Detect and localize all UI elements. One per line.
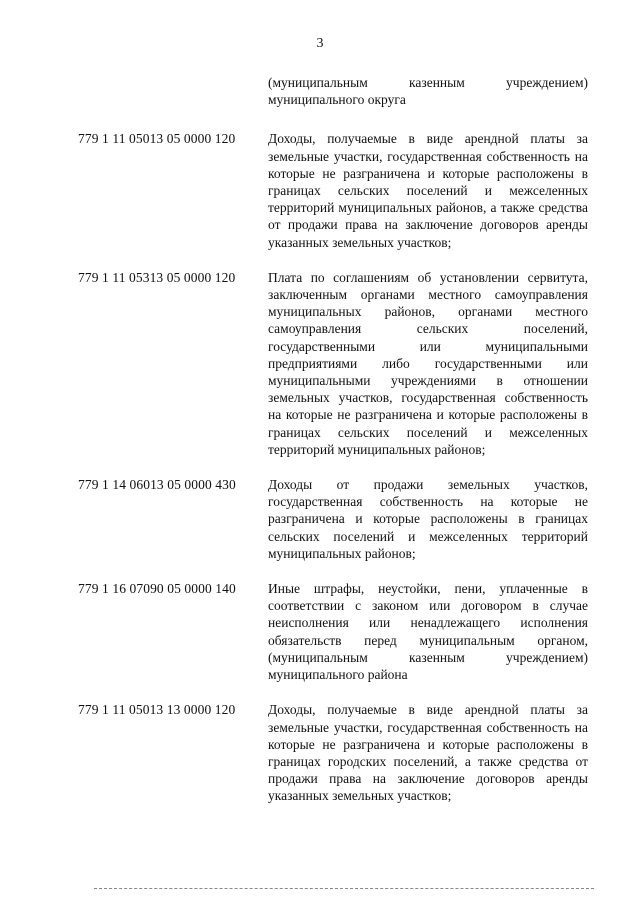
document-body: [0, 74, 640, 823]
revenue-description: Доходы от продажи земельных участков, государственная собственность на которые не разграничена и которые расположены в границах сельских поселений и межселенных территорий муниципальных районов;: [268, 477, 588, 561]
revenue-entry: [0, 476, 640, 562]
bottom-scan-edge: [94, 888, 594, 889]
revenue-description: Доходы, получаемые в виде арендной платы за земельные участки, государственная собственность на которые не разграничена и которые расположены в границах сельских поселений и межселенных территорий муниципальных районов, а также средства от продажи права на заключение договоров аренды указанных земельных участков;: [268, 131, 588, 250]
revenue-entry: [0, 130, 640, 250]
revenue-code: 779 1 11 05313 05 0000 120: [78, 269, 236, 285]
continuation-entry: [0, 74, 640, 108]
revenue-code: 779 1 16 07090 05 0000 140: [78, 581, 236, 597]
revenue-code: 779 1 14 06013 05 0000 430: [78, 477, 236, 493]
continuation-text: (муниципальным казенным учреждением) муниципального округа: [268, 75, 588, 108]
revenue-entry: [0, 701, 640, 804]
revenue-description: Доходы, получаемые в виде арендной платы за земельные участки, государственная собственность на которые не разграничена и которые расположены в границах городских поселений, а также средства от продажи права на заключение договоров аренды указанных земельных участков;: [268, 702, 588, 804]
page-number: 3: [316, 36, 324, 51]
revenue-description: Плата по соглашениям об установлении сервитута, заключенным органами местного самоуправления муниципальных районов, органами местного самоуправления сельских поселений, государственными или муниципальными предприятиями либо государственными или муниципальными учреждениями в отношении земельных участков, государственная собственность на которые не разграничена и которые расположены в границах сельских поселений и межселенных территорий муниципальных районов;: [268, 269, 588, 457]
revenue-entry: [0, 580, 640, 683]
revenue-code: 779 1 11 05013 13 0000 120: [78, 702, 236, 718]
revenue-entry: [0, 269, 640, 458]
revenue-description: Иные штрафы, неустойки, пени, уплаченные в соответствии с законом или договором в случае неисполнения или ненадлежащего исполнения обязательств перед муниципальным органом, (муниципальным казенным учреждением) муниципального района: [268, 581, 588, 683]
revenue-code: 779 1 11 05013 05 0000 120: [78, 131, 236, 147]
